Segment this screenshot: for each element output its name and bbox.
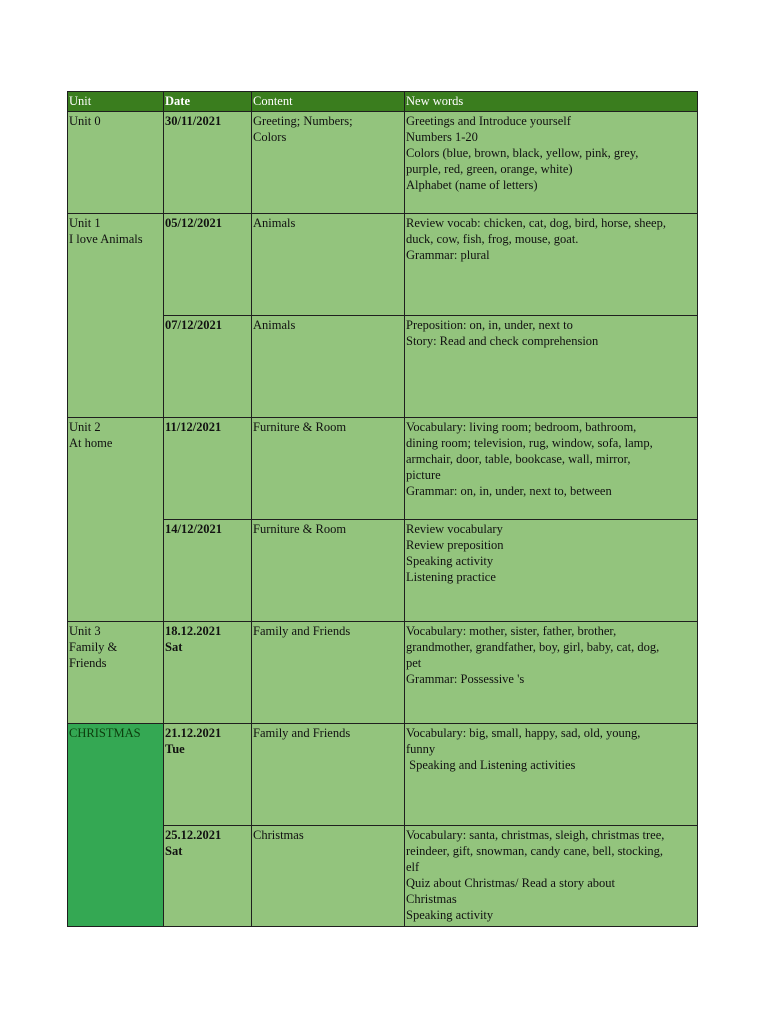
new-words-line: Numbers 1-20 [406,130,478,144]
new-words-line: Story: Read and check comprehension [406,334,599,348]
content-cell [252,316,405,418]
new-words-line: pet [406,656,422,670]
unit-line: Unit 2 [69,420,101,434]
new-words-line: Review preposition [406,538,504,552]
new-words-line: funny [406,742,436,756]
unit-line: Friends [69,656,107,670]
header-unit: Unit [68,92,164,112]
content-line: Furniture & Room [253,522,347,536]
new-words-line: Alphabet (name of letters) [406,178,538,192]
content-line: Furniture & Room [253,420,347,434]
new-words-line: Speaking activity [406,554,494,568]
new-words-line: Christmas [406,892,457,906]
table-row [68,622,698,724]
content-line: Animals [253,216,296,230]
unit-cell [68,112,164,214]
table-row [68,724,698,826]
date-line: 25.12.2021 [165,828,222,842]
unit-cell [68,214,164,418]
content-cell [252,214,405,316]
date-cell [164,520,252,622]
new-words-line: dining room; television, rug, window, sofa, lamp, [406,436,653,450]
unit-line: Unit 0 [69,114,101,128]
new-words-line: Review vocab: chicken, cat, dog, bird, horse, sheep, [406,216,666,230]
unit-cell [68,622,164,724]
new-words-line: Grammar: on, in, under, next to, between [406,484,612,498]
content-line: Animals [253,318,296,332]
content-cell [252,520,405,622]
unit-line: Unit 3 [69,624,101,638]
new-words-line: Preposition: on, in, under, next to [406,318,573,332]
new-words-cell [405,826,698,927]
unit-cell [68,418,164,622]
new-words-line: Vocabulary: mother, sister, father, brother, [406,624,617,638]
new-words-line: Greetings and Introduce yourself [406,114,571,128]
content-line: Greeting; Numbers; [253,114,353,128]
header-row [68,92,698,112]
new-words-line: grandmother, grandfather, boy, girl, baby, cat, dog, [406,640,660,654]
new-words-cell [405,112,698,214]
header-content: Content [252,92,405,112]
unit-line: Family & [69,640,118,654]
lesson-schedule-table [67,91,698,927]
date-cell [164,724,252,826]
date-line: 07/12/2021 [165,318,222,332]
unit-line: Unit 1 [69,216,101,230]
content-cell [252,112,405,214]
new-words-line: Quiz about Christmas/ Read a story about [406,876,615,890]
new-words-line: picture [406,468,441,482]
new-words-line: duck, cow, fish, frog, mouse, goat. [406,232,579,246]
unit-line: CHRISTMAS [69,726,141,740]
new-words-line: armchair, door, table, bookcase, wall, mirror, [406,452,631,466]
new-words-line: purple, red, green, orange, white) [406,162,573,176]
date-line: 14/12/2021 [165,522,222,536]
table-row [68,418,698,520]
new-words-cell [405,622,698,724]
unit-cell-christmas [68,724,164,927]
table-row [68,112,698,214]
new-words-line: Listening practice [406,570,496,584]
unit-line: I love Animals [69,232,143,246]
content-line: Christmas [253,828,304,842]
header-new-words: New words [405,92,698,112]
date-cell [164,826,252,927]
date-line: 18.12.2021 [165,624,222,638]
date-line: 11/12/2021 [165,420,222,434]
date-line: Tue [165,742,185,756]
header-date: Date [164,92,252,112]
new-words-line: reindeer, gift, snowman, candy cane, bell, stocking, [406,844,664,858]
content-line: Colors [253,130,287,144]
date-line: 21.12.2021 [165,726,222,740]
new-words-line: Colors (blue, brown, black, yellow, pink, grey, [406,146,639,160]
content-cell [252,826,405,927]
new-words-line: Vocabulary: living room; bedroom, bathroom, [406,420,637,434]
date-cell [164,316,252,418]
date-cell [164,622,252,724]
new-words-line: Vocabulary: big, small, happy, sad, old, young, [406,726,641,740]
date-cell [164,214,252,316]
new-words-line: elf [406,860,420,874]
date-cell [164,418,252,520]
new-words-line: Speaking activity [406,908,494,922]
new-words-line: Speaking and Listening activities [406,758,576,772]
content-line: Family and Friends [253,624,351,638]
content-cell [252,418,405,520]
new-words-line: Grammar: plural [406,248,490,262]
date-line: 30/11/2021 [165,114,222,128]
content-cell [252,622,405,724]
date-line: Sat [165,640,183,654]
date-cell [164,112,252,214]
date-line: Sat [165,844,183,858]
new-words-cell [405,724,698,826]
new-words-line: Grammar: Possessive 's [406,672,525,686]
content-cell [252,724,405,826]
new-words-cell [405,520,698,622]
new-words-cell [405,316,698,418]
table-row [68,214,698,316]
new-words-line: Vocabulary: santa, christmas, sleigh, christmas tree, [406,828,665,842]
new-words-line: Review vocabulary [406,522,503,536]
new-words-cell [405,214,698,316]
content-line: Family and Friends [253,726,351,740]
unit-line: At home [69,436,113,450]
date-line: 05/12/2021 [165,216,222,230]
new-words-cell [405,418,698,520]
